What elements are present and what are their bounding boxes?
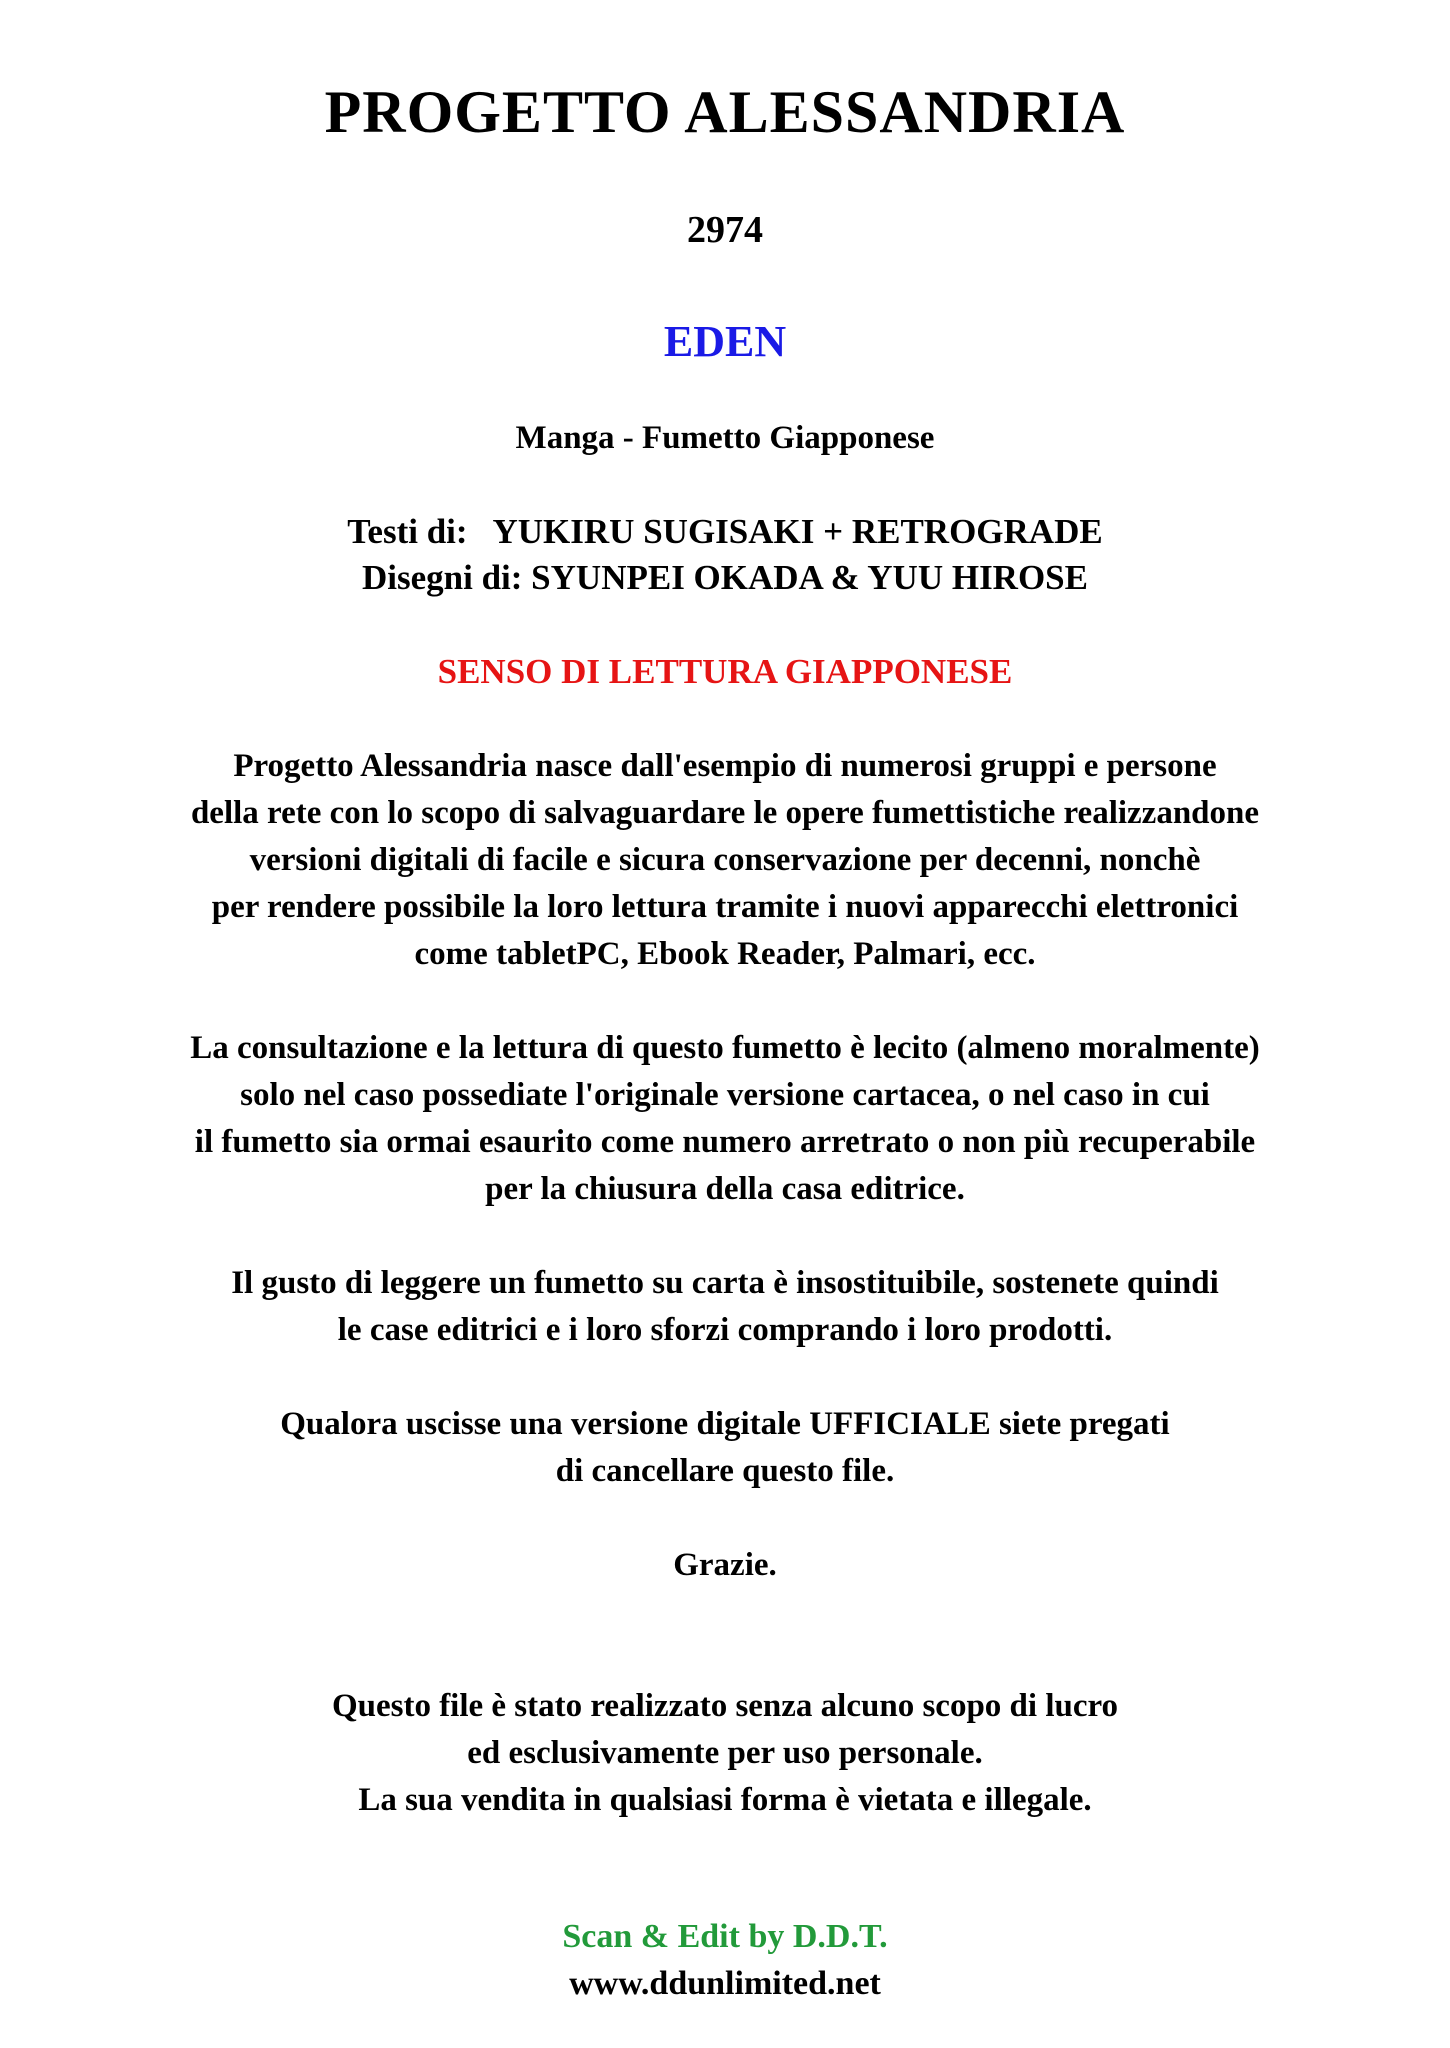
paragraph-line: La sua vendita in qualsiasi forma è vietata e illegale.	[358, 1782, 1092, 1818]
paragraph-line: versioni digitali di facile e sicura conservazione per decenni, nonchè	[249, 842, 1201, 878]
paragraph-line: di cancellare questo file.	[555, 1453, 895, 1489]
paragraph-line: solo nel caso possediate l'originale versione cartacea, o nel caso in cui	[240, 1077, 1210, 1113]
series-title: EDEN	[663, 317, 787, 366]
issue-number: 2974	[687, 209, 763, 251]
paragraph-line: come tabletPC, Ebook Reader, Palmari, ecc.	[414, 936, 1036, 972]
reading-direction-notice: SENSO DI LETTURA GIAPPONESE	[437, 652, 1013, 691]
paragraph-line: Qualora uscisse una versione digitale UFFICIALE siete pregati	[280, 1406, 1170, 1442]
paragraph-line: La consultazione e la lettura di questo fumetto è lecito (almeno moralmente)	[190, 1030, 1260, 1066]
paragraph-line: per la chiusura della casa editrice.	[485, 1171, 965, 1207]
thanks-text: Grazie.	[673, 1547, 777, 1583]
paragraph-line: ed esclusivamente per uso personale.	[467, 1735, 983, 1771]
paragraph-line: Il gusto di leggere un fumetto su carta è insostituibile, sostenete quindi	[231, 1265, 1219, 1301]
page-title: PROGETTO ALESSANDRIA	[324, 79, 1126, 145]
genre-subtitle: Manga - Fumetto Giapponese	[515, 420, 935, 456]
paragraph-line: il fumetto sia ormai esaurito come numero arretrato o non più recuperabile	[194, 1124, 1256, 1160]
credits-writers: Testi di: YUKIRU SUGISAKI + RETROGRADE	[347, 512, 1103, 551]
paragraph-line: le case editrici e i loro sforzi comprando i loro prodotti.	[337, 1312, 1113, 1348]
paragraph-line: per rendere possibile la loro lettura tramite i nuovi apparecchi elettronici	[211, 889, 1239, 925]
paragraph-line: della rete con lo scopo di salvaguardare le opere fumettistiche realizzandone	[190, 795, 1260, 831]
credits-artists: Disegni di: SYUNPEI OKADA & YUU HIROSE	[361, 558, 1088, 597]
paragraph-line: Questo file è stato realizzato senza alcuno scopo di lucro	[331, 1688, 1119, 1724]
scan-credit: Scan & Edit by D.D.T.	[562, 1918, 888, 1955]
paragraph-line: Progetto Alessandria nasce dall'esempio di numerosi gruppi e persone	[233, 748, 1217, 784]
website-link[interactable]: www.ddunlimited.net	[569, 1965, 881, 2002]
